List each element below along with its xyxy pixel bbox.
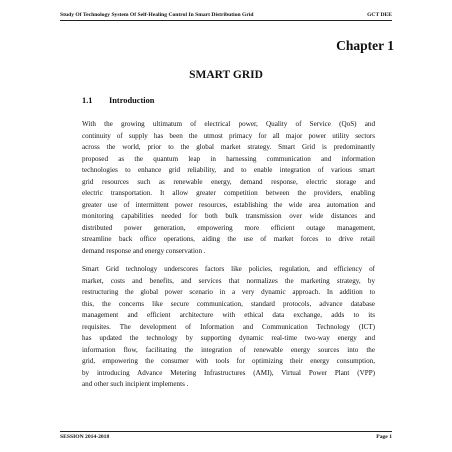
text-line: technologies to enhance grid reliability, and to enable integration of various smart (82, 166, 375, 174)
text-line: across the world, prior to the global market strategy. Smart Grid is predominantly (82, 143, 375, 151)
text-line: grid, empowering the consumer with tools for optimizing their energy consumption, (82, 357, 375, 365)
paragraph-2 (82, 264, 375, 391)
page-footer (60, 431, 392, 440)
page-title: SMART GRID (189, 69, 263, 81)
text-line: management and efficient architecture with ethical data exchange, adds to its (82, 311, 375, 319)
text-line: demand response and energy conservation . (82, 246, 206, 255)
text-line: restructuring the global power scenario in a very dynamic approach. In addition to (82, 288, 375, 296)
section-title: Introduction (109, 96, 155, 105)
text-line: monitoring capabilities needed for both bulk transmission over wide distances and (82, 212, 375, 220)
text-line: by introducing Advance Metering Infrastructures (AMI), Virtual Power Plant (VPP) (82, 368, 375, 377)
footer-session: SESSION 2014-2018 (60, 434, 110, 440)
text-line: requisites. The development of Information and Communication Technology (ICT) (82, 322, 375, 331)
text-line: this, the concerns like secure communication, standard protocols, advance database (82, 299, 375, 308)
text-line: market, costs and benefits, and services that normalizes the marketing strategy, by (82, 276, 375, 285)
text-line: With the growing ultimatum of electrical power, Quality of Service (QoS) and (82, 120, 375, 128)
text-line: proposed as the quantum leap in harnessing communication and information (82, 154, 375, 163)
paragraph-1 (82, 119, 375, 257)
text-line: information flow, facilitating the integration of renewable energy sources into the (82, 345, 375, 354)
header-title: Study Of Technology System Of Self-Healing Control In Smart Distribution Grid (60, 12, 254, 18)
header-department: GCT DEE (367, 12, 392, 18)
text-line: and other such incipient implements . (82, 380, 189, 388)
chapter-heading: Chapter 1 (336, 38, 394, 53)
text-line: has updated the technology by supporting dynamic real-time two-way energy and (82, 334, 375, 342)
section-number: 1.1 (82, 96, 93, 105)
text-line: continuity of supply has been the utmost primacy for all major power utility sectors (82, 131, 375, 140)
text-line: greater use of intermittent power resources, establishing the wide area automation and (82, 200, 375, 209)
text-line: streamline back office operations, aiding the use of market forces to drive retail (82, 235, 375, 243)
text-line: grid resources such as renewable energy, demand response, electric storage and (82, 177, 375, 186)
text-line: distributed power generation, empowering more efficient outage management, (82, 223, 375, 232)
footer-page-number: Page 1 (376, 434, 392, 440)
section-heading (82, 96, 154, 105)
page-header (60, 12, 392, 21)
text-line: Smart Grid technology underscores factors like policies, regulation, and efficiency of (82, 265, 375, 273)
text-line: electric transportation. It allow greater competition between the providers, enabling (82, 189, 375, 197)
